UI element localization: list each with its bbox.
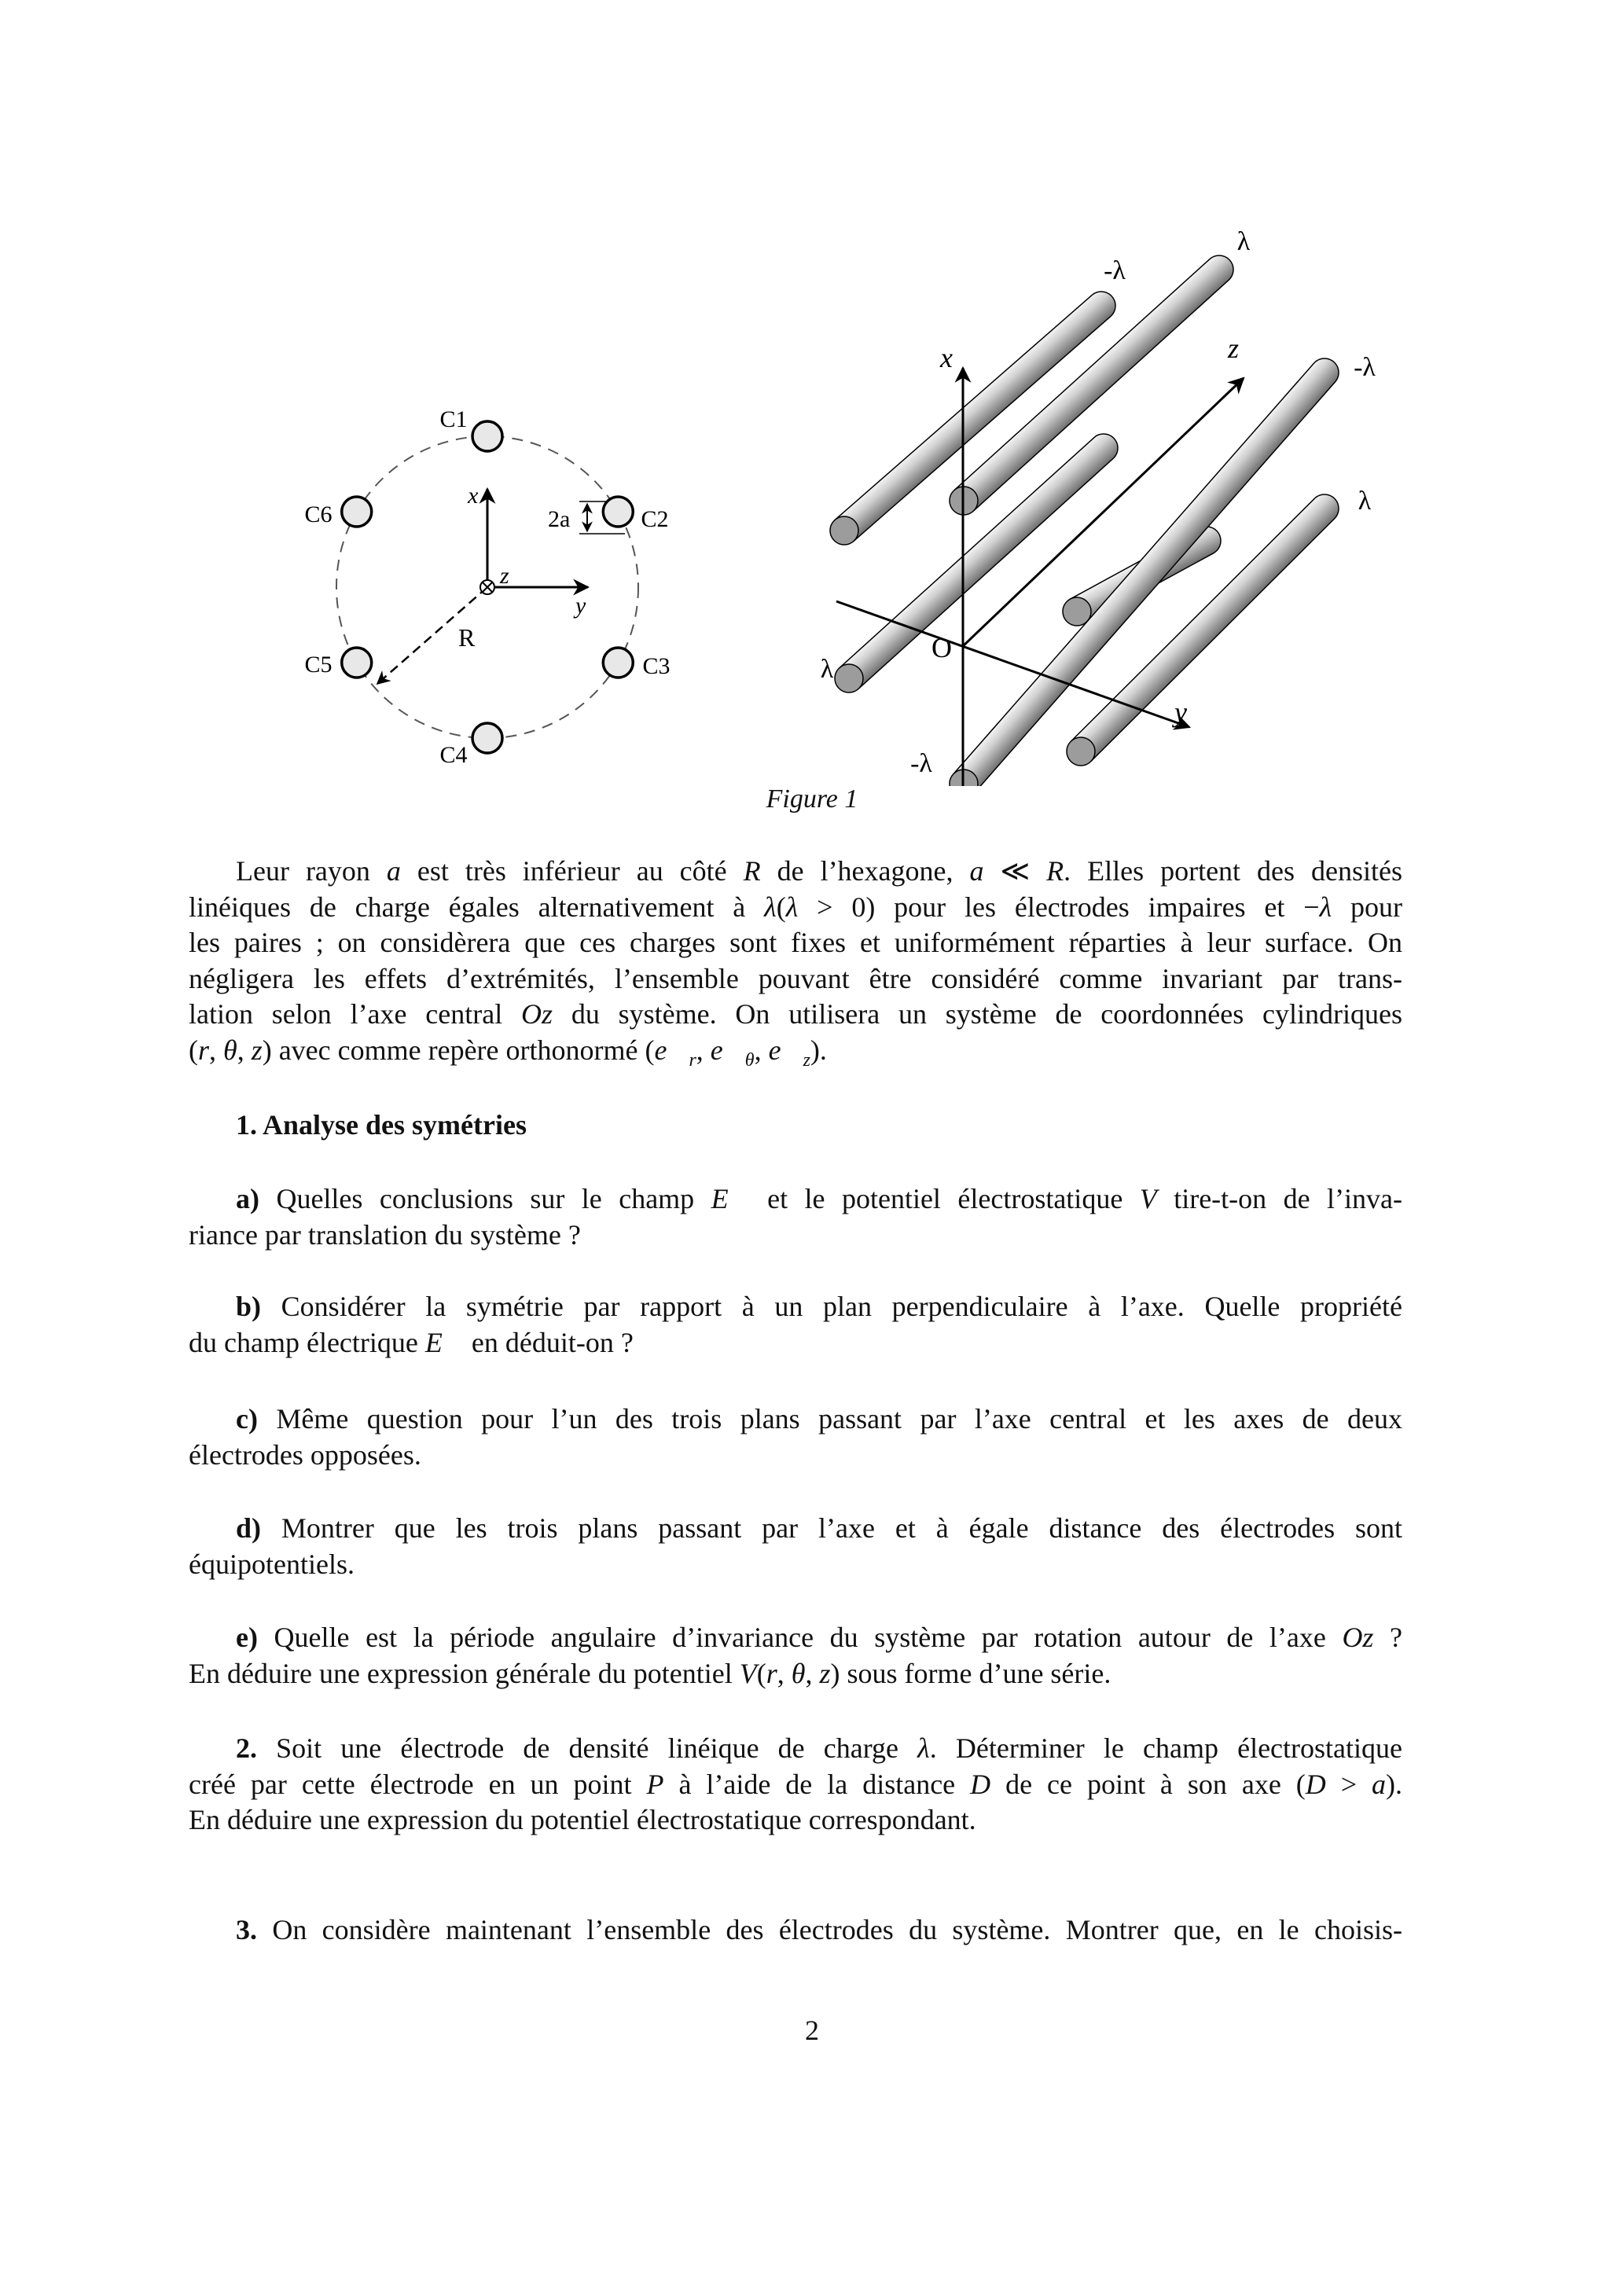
text-run: de l’hexagone,	[760, 855, 970, 887]
q3-line	[236, 1912, 1402, 1948]
qe-line	[189, 1655, 1402, 1692]
intro-line	[189, 924, 1402, 961]
qe-line	[236, 1619, 1402, 1655]
qc-line	[189, 1437, 1402, 1473]
electrode-c6	[342, 497, 372, 527]
text-run: ,	[805, 1657, 820, 1689]
math-symbol: E⃗	[711, 1183, 751, 1214]
origin-label: O	[931, 632, 952, 663]
hex-axis-y-label: y	[575, 593, 586, 619]
axis-z-into-page-icon	[480, 580, 494, 594]
math-symbol: Oz	[1342, 1622, 1374, 1653]
math-symbol: V	[739, 1657, 757, 1689]
math-symbol: P	[646, 1768, 664, 1800]
text-run: en déduit-on ?	[464, 1326, 634, 1358]
charge-label: λ	[820, 655, 834, 684]
radius-label: R	[458, 623, 476, 652]
qc-line	[236, 1401, 1402, 1437]
text-run: ).	[1386, 1768, 1403, 1800]
math-symbol: R	[743, 855, 761, 887]
electrode-label: C3	[642, 653, 671, 679]
math-symbol: r	[689, 1049, 696, 1071]
text-run: Même question pour l’un des trois plans passant par l’axe central et les axes de deux	[257, 1403, 1402, 1435]
math-symbol: r	[766, 1657, 777, 1689]
label-bold: d)	[236, 1512, 262, 1544]
math-symbol: λ	[785, 891, 799, 923]
text-run: ,	[209, 1034, 224, 1066]
qb-line	[189, 1324, 1402, 1361]
section1-heading-line	[236, 1107, 1402, 1143]
electrode-label: C2	[641, 506, 669, 532]
text-run: (	[189, 1034, 198, 1066]
intro-line	[189, 1032, 1402, 1078]
text-run: En déduire une expression générale du potentiel	[189, 1657, 740, 1689]
text-run: et le potentiel électrostatique	[750, 1183, 1140, 1214]
text-run: pour	[1332, 891, 1402, 923]
electrode-c2	[603, 497, 633, 527]
math-symbol: θ	[223, 1034, 237, 1066]
electrode-label: C6	[304, 501, 333, 527]
math-symbol: λ	[1319, 891, 1332, 923]
label-bold: b)	[236, 1291, 262, 1322]
text-run: créé par cette électrode en un point	[189, 1768, 647, 1800]
text-run: Soit une électrode de densité linéique de charge	[257, 1732, 918, 1764]
charge-label: -λ	[1104, 256, 1126, 285]
page-number: 2	[805, 2015, 819, 2046]
charge-label: λ	[1236, 227, 1251, 256]
qd-line	[189, 1546, 1402, 1582]
intro-line	[189, 996, 1402, 1032]
label-bold: e)	[236, 1622, 258, 1653]
text-run: du champ électrique	[189, 1326, 425, 1358]
figure-caption: Figure 1	[766, 784, 858, 814]
text-run: lation selon l’axe central	[189, 998, 522, 1030]
diameter-label: 2a	[548, 506, 571, 532]
label-bold: 1. Analyse des symétries	[236, 1109, 527, 1141]
text-run: équipotentiels.	[189, 1548, 355, 1580]
math-symbol: D	[1305, 1768, 1326, 1800]
axis-y-label: y	[1174, 696, 1187, 728]
q2-line	[189, 1802, 1402, 1838]
text-run: En déduire une expression du potentiel électrostatique correspondant.	[189, 1804, 976, 1835]
text-run: ,	[754, 1034, 769, 1066]
q2-line	[189, 1766, 1402, 1802]
charge-label: -λ	[1354, 353, 1376, 382]
perspective-electrodes-diagram	[821, 227, 1376, 786]
label-bold: a)	[236, 1183, 259, 1214]
figure-1	[0, 0, 1624, 786]
math-symbol: e⃗	[710, 1034, 745, 1066]
electrode-label: C5	[304, 652, 333, 678]
axis-z-label: z	[1228, 332, 1240, 364]
math-symbol: θ	[791, 1657, 806, 1689]
math-symbol: Oz	[521, 998, 553, 1030]
text-run: ,	[696, 1034, 711, 1066]
electrode-c3	[603, 648, 633, 678]
text-run: du système. On utilisera un système de coordonnées cylindriques	[553, 998, 1402, 1030]
text-run: tire-t-on de l’inva-	[1156, 1183, 1403, 1214]
text-run: ?	[1373, 1622, 1402, 1653]
math-symbol: e⃗	[654, 1034, 689, 1066]
text-run: >	[1325, 1768, 1372, 1800]
math-symbol: r	[198, 1034, 210, 1066]
intro-line	[236, 853, 1402, 889]
text-run: linéiques de charge égales alternativement à	[189, 891, 765, 923]
math-symbol: a	[1372, 1768, 1387, 1800]
text-run: négligera les effets d’extrémités, l’ensemble pouvant être considéré comme invariant par trans-	[189, 962, 1402, 994]
math-symbol: z	[251, 1034, 263, 1066]
math-symbol: V	[1139, 1183, 1157, 1214]
text-run: ,	[237, 1034, 252, 1066]
axis-x-label: x	[940, 342, 953, 373]
math-symbol: λ	[917, 1732, 930, 1764]
text-run: > 0) pour les électrodes impaires et −	[798, 891, 1320, 923]
text-run: ) sous forme d’une série.	[830, 1657, 1111, 1689]
text-run: les paires ; on considèrera que ces charges sont fixes et uniformément réparties à leur surface. On	[189, 927, 1402, 958]
text-run: est très inférieur au côté	[400, 855, 744, 887]
text-run: (	[776, 891, 786, 923]
electrode-label: C4	[439, 742, 468, 768]
text-run: ).	[810, 1034, 827, 1066]
label-bold: c)	[236, 1403, 258, 1435]
electrode-c1	[472, 421, 502, 451]
math-symbol: E⃗	[424, 1326, 465, 1358]
math-symbol: λ	[764, 891, 777, 923]
qa-line	[236, 1181, 1402, 1217]
hex-axis-x-label: x	[468, 483, 479, 509]
label-bold: 3.	[236, 1914, 257, 1945]
charge-label: -λ	[910, 749, 932, 778]
text-run: Leur rayon	[236, 855, 387, 887]
electrode-c4	[472, 723, 502, 753]
hex-axis-z-label: z	[500, 563, 509, 589]
text-run: (	[756, 1657, 766, 1689]
text-run: Montrer que les trois plans passant par l’axe et à égale distance des électrodes sont	[261, 1512, 1402, 1544]
text-run: de ce point à son axe (	[990, 1768, 1306, 1800]
math-symbol: z	[803, 1049, 810, 1071]
text-run: . Déterminer le champ électrostatique	[929, 1732, 1402, 1764]
qb-line	[236, 1288, 1402, 1324]
math-symbol: R	[1046, 855, 1064, 887]
qd-line	[236, 1510, 1402, 1546]
text-run: Quelle est la période angulaire d’invariance du système par rotation autour de l’axe	[257, 1622, 1343, 1653]
math-symbol: z	[819, 1657, 831, 1689]
text-run: Considérer la symétrie par rapport à un plan perpendiculaire à l’axe. Quelle propriété	[261, 1291, 1402, 1322]
qa-line	[189, 1217, 1402, 1253]
hexagon-cross-section-diagram	[304, 406, 670, 768]
math-symbol: a	[386, 855, 401, 887]
text-run: électrodes opposées.	[189, 1438, 421, 1471]
text-run: On considère maintenant l’ensemble des électrodes du système. Montrer que, en le choisis-	[257, 1914, 1402, 1945]
math-symbol: θ	[744, 1049, 755, 1071]
label-bold: 2.	[236, 1732, 257, 1764]
text-run: ) avec comme repère orthonormé (	[262, 1034, 655, 1066]
intro-line	[189, 889, 1402, 925]
text-run: riance par translation du système ?	[189, 1218, 581, 1251]
text-run: ≪	[983, 855, 1047, 887]
q2-line	[236, 1730, 1402, 1766]
text-run: ,	[777, 1657, 792, 1689]
electrode-c5	[342, 648, 372, 678]
math-symbol: D	[970, 1768, 991, 1800]
math-symbol: a	[969, 855, 984, 887]
intro-line	[189, 961, 1402, 997]
text-run: à l’aide de la distance	[663, 1768, 971, 1800]
charge-label: λ	[1358, 487, 1372, 516]
electrode-label: C1	[439, 406, 468, 432]
math-symbol: e⃗	[768, 1034, 803, 1066]
text-run: . Elles portent des densités	[1064, 855, 1402, 887]
text-run: Quelles conclusions sur le champ	[259, 1183, 711, 1214]
